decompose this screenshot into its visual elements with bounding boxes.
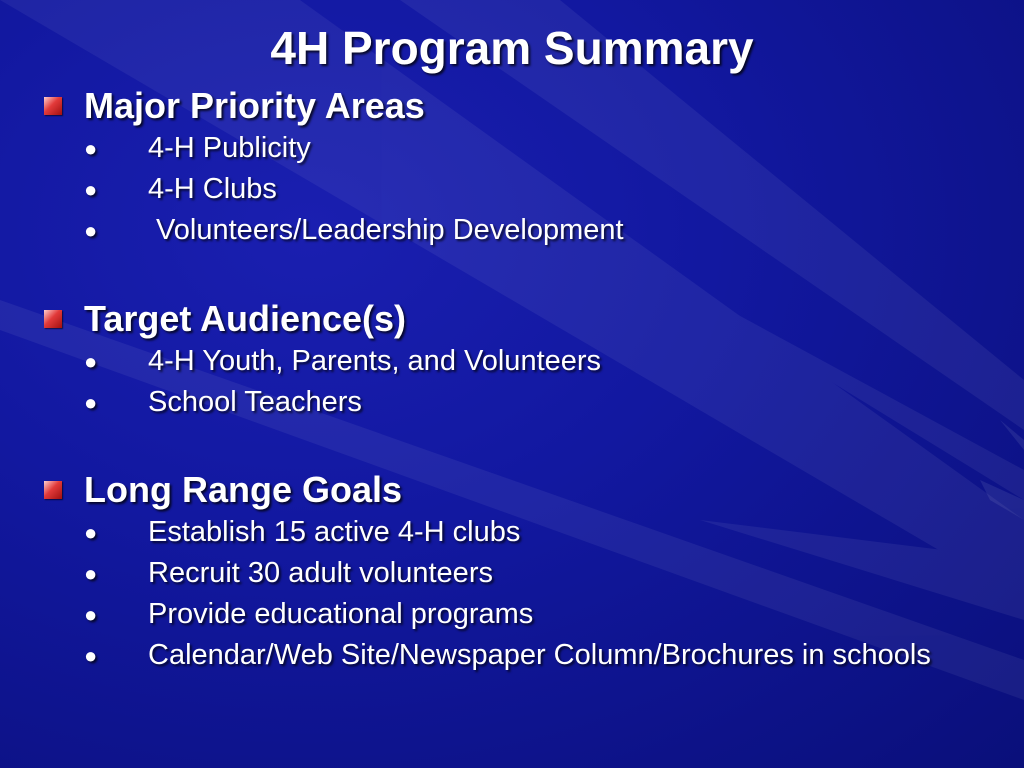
- bullet-list: [44, 128, 984, 251]
- list-item-text: Calendar/Web Site/Newspaper Column/Brochures in schools: [148, 639, 931, 671]
- bullet-dot-icon: ●: [84, 349, 98, 374]
- bullet-dot-icon: ●: [84, 390, 98, 415]
- list-item: [44, 594, 984, 635]
- bullet-dot-icon: ●: [84, 177, 98, 202]
- list-item-text: Provide educational programs: [148, 598, 534, 630]
- bullet-dot-icon: ●: [84, 136, 98, 161]
- slide-title: 4H Program Summary: [270, 22, 754, 74]
- list-item-text: School Teachers: [148, 386, 362, 418]
- section-target-audience: [44, 297, 984, 423]
- section-heading: [44, 84, 984, 128]
- list-item: [44, 382, 984, 423]
- list-item-text: 4-H Clubs: [148, 173, 277, 205]
- list-item: [44, 553, 984, 594]
- list-item-text: Recruit 30 adult volunteers: [148, 557, 493, 589]
- square-bullet-icon: [44, 310, 62, 328]
- bullet-list: [44, 512, 984, 676]
- list-item: [44, 169, 984, 210]
- bullet-dot-icon: ●: [84, 218, 98, 243]
- bullet-dot-icon: ●: [84, 602, 98, 627]
- bullet-list: [44, 341, 984, 423]
- bullet-dot-icon: ●: [84, 520, 98, 545]
- section-major-priority-areas: [44, 84, 984, 251]
- list-item-text: 4-H Youth, Parents, and Volunteers: [148, 345, 602, 377]
- list-item-text: 4-H Publicity: [148, 132, 311, 164]
- section-long-range-goals: [44, 468, 984, 676]
- bullet-dot-icon: ●: [84, 561, 98, 586]
- section-heading: [44, 297, 984, 341]
- list-item: [44, 635, 984, 676]
- square-bullet-icon: [44, 97, 62, 115]
- bullet-dot-icon: ●: [84, 643, 98, 668]
- section-label: Target Audience(s): [84, 298, 407, 339]
- list-item: [44, 512, 984, 553]
- list-item-text: Volunteers/Leadership Development: [148, 214, 624, 246]
- list-item: [44, 341, 984, 382]
- list-item: [44, 210, 984, 251]
- square-bullet-icon: [44, 481, 62, 499]
- list-item-text: Establish 15 active 4-H clubs: [148, 516, 521, 548]
- section-label: Long Range Goals: [84, 469, 403, 510]
- list-item: [44, 128, 984, 169]
- section-label: Major Priority Areas: [84, 85, 425, 126]
- section-heading: [44, 468, 984, 512]
